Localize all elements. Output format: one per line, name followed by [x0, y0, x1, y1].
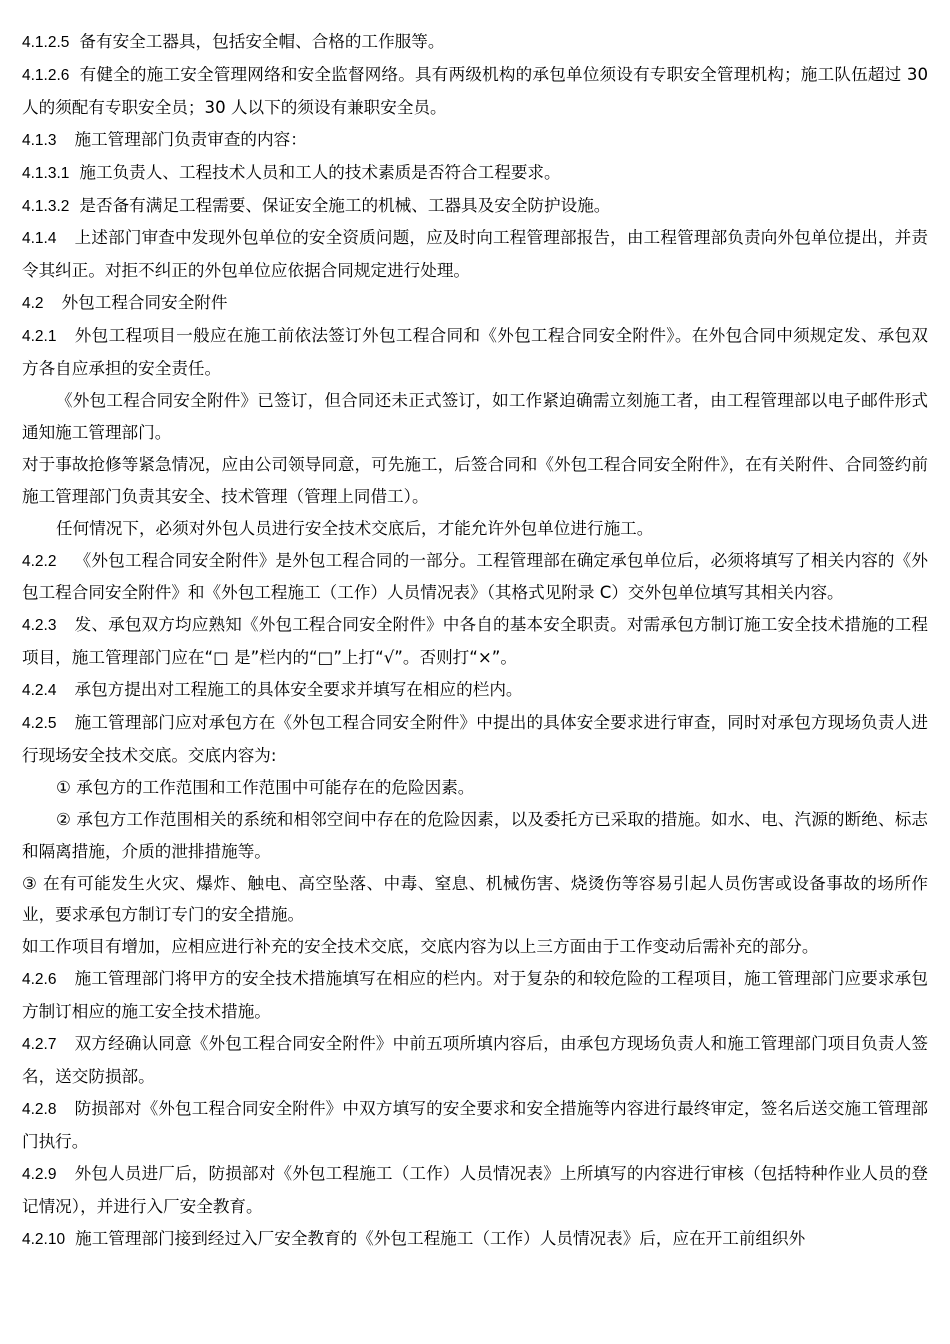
clause-4-1-4	[22, 222, 928, 287]
clause-number: 4.1.3.2	[22, 197, 70, 215]
clause-number: 4.1.2.6	[22, 66, 70, 84]
list-item-3	[22, 868, 928, 932]
clause-text: 上述部门审查中发现外包单位的安全资质问题，应及时向工程管理部报告，由工程管理部负责向外包单位提出，并责令其纠正。对拒不纠正的外包单位应依据合同规定进行处理。	[22, 228, 928, 281]
body-paragraph	[22, 513, 928, 545]
clause-number: 4.2.10	[22, 1230, 66, 1248]
clause-text: 外包工程项目一般应在施工前依法签订外包工程合同和《外包工程合同安全附件》。在外包合同中须规定发、承包双方各自应承担的安全责任。	[22, 326, 928, 379]
section-title: 外包工程合同安全附件	[61, 293, 228, 313]
clause-4-2-7	[22, 1028, 928, 1093]
clause-4-1-3-1	[22, 157, 928, 190]
clause-text: 外包人员进厂后，防损部对《外包工程施工（工作）人员情况表》上所填写的内容进行审核（包括特种作业人员的登记情况），并进行入厂安全教育。	[22, 1163, 928, 1216]
clause-number: 4.2.4	[22, 682, 57, 700]
clause-text: 施工负责人、工程技术人员和工人的技术素质是否符合工程要求。	[79, 162, 561, 182]
clause-4-2-1	[22, 320, 928, 385]
clause-number: 4.1.3.1	[22, 164, 70, 182]
clause-text: 《外包工程合同安全附件》是外包工程合同的一部分。工程管理部在确定承包单位后，必须将填写了相关内容的《外包工程合同安全附件》和《外包工程施工（工作）人员情况表》（其格式见附录 C）交外包单位填写其相关内容。	[22, 550, 928, 603]
clause-4-2-10	[22, 1223, 928, 1256]
list-item-text: ① 承包方的工作范围和工作范围中可能存在的危险因素。	[56, 777, 475, 797]
clause-number: 4.2.5	[22, 715, 57, 733]
paragraph-text: 如工作项目有增加，应相应进行补充的安全技术交底，交底内容为以上三方面由于工作变动后需补充的部分。	[22, 937, 819, 957]
clause-4-1-2-5	[22, 26, 928, 59]
clause-number: 4.2.6	[22, 971, 57, 989]
clause-text: 承包方提出对工程施工的具体安全要求并填写在相应的栏内。	[74, 680, 523, 700]
list-item-text: ③ 在有可能发生火灾、爆炸、触电、高空坠落、中毒、窒息、机械伤害、烧烫伤等容易引起人员伤害或设备事故的场所作业，要求承包方制订专门的安全措施。	[22, 873, 928, 925]
clause-4-2-6	[22, 963, 928, 1028]
body-paragraph	[22, 449, 928, 513]
list-item-1	[22, 772, 928, 804]
paragraph-text: 《外包工程合同安全附件》已签订，但合同还未正式签订，如工作紧迫确需立刻施工者，由工程管理部以电子邮件形式通知施工管理部门。	[22, 390, 928, 442]
clause-number: 4.1.2.5	[22, 34, 70, 51]
clause-4-1-3	[22, 124, 928, 157]
clause-4-1-2-6	[22, 59, 928, 124]
clause-number: 4.2.3	[22, 617, 57, 635]
paragraph-text: 对于事故抢修等紧急情况，应由公司领导同意，可先施工，后签合同和《外包工程合同安全附件》，在有关附件、合同签约前施工管理部门负责其安全、技术管理（管理上同借工）。	[22, 454, 928, 506]
clause-text: 施工管理部门负责审查的内容：	[74, 129, 307, 149]
clause-text: 施工管理部门接到经过入厂安全教育的《外包工程施工（工作）人员情况表》后，应在开工前组织外	[75, 1228, 806, 1248]
paragraph-text: 任何情况下，必须对外包人员进行安全技术交底后，才能允许外包单位进行施工。	[56, 518, 654, 538]
clause-4-2-3	[22, 609, 928, 674]
clause-number: 4.1.3	[22, 131, 57, 149]
body-paragraph	[22, 931, 928, 963]
clause-number: 4.1.4	[22, 230, 57, 248]
clause-text: 防损部对《外包工程合同安全附件》中双方填写的安全要求和安全措施等内容进行最终审定，签名后送交施工管理部门执行。	[22, 1098, 928, 1151]
clause-text: 双方经确认同意《外包工程合同安全附件》中前五项所填内容后，由承包方现场负责人和施工管理部门项目负责人签名，送交防损部。	[22, 1034, 928, 1086]
clause-4-2-5	[22, 707, 928, 772]
section-number: 4.2	[22, 295, 44, 313]
clause-text: 发、承包双方均应熟知《外包工程合同安全附件》中各自的基本安全职责。对需承包方制订施工安全技术措施的工程项目，施工管理部门应在“□ 是”栏内的“□”上打“√”。否则打“×”。	[22, 615, 928, 668]
list-item-text: ② 承包方工作范围相关的系统和相邻空间中存在的危险因素，以及委托方已采取的措施。如水、电、汽源的断绝、标志和隔离措施，介质的泄排措施等。	[22, 809, 928, 861]
clause-4-1-3-2	[22, 190, 928, 223]
clause-text: 是否备有满足工程需要、保证安全施工的机械、工器具及安全防护设施。	[79, 195, 611, 215]
clause-4-2-2	[22, 545, 928, 610]
document-page	[22, 26, 928, 1255]
clause-number: 4.2.1	[22, 328, 57, 346]
body-paragraph	[22, 385, 928, 449]
section-heading-4-2	[22, 287, 928, 320]
clause-text: 施工管理部门将甲方的安全技术措施填写在相应的栏内。对于复杂的和较危险的工程项目，施工管理部门应要求承包方制订相应的施工安全技术措施。	[22, 969, 928, 1022]
clause-4-2-9	[22, 1158, 928, 1223]
clause-text: 施工管理部门应对承包方在《外包工程合同安全附件》中提出的具体安全要求进行审查，同时对承包方现场负责人进行现场安全技术交底。交底内容为:	[22, 713, 928, 765]
list-item-2	[22, 804, 928, 868]
clause-text: 有健全的施工安全管理网络和安全监督网络。具有两级机构的承包单位须设有专职安全管理机构；施工队伍超过 30 人的须配有专职安全员；30 人以下的须设有兼职安全员。	[22, 64, 928, 117]
clause-number: 4.2.8	[22, 1100, 57, 1118]
clause-number: 4.2.2	[22, 552, 57, 570]
clause-number: 4.2.9	[22, 1165, 57, 1183]
clause-number: 4.2.7	[22, 1036, 57, 1054]
clause-text: 备有安全工器具，包括安全帽、合格的工作服等。	[79, 32, 445, 51]
clause-4-2-4	[22, 674, 928, 707]
clause-4-2-8	[22, 1093, 928, 1158]
